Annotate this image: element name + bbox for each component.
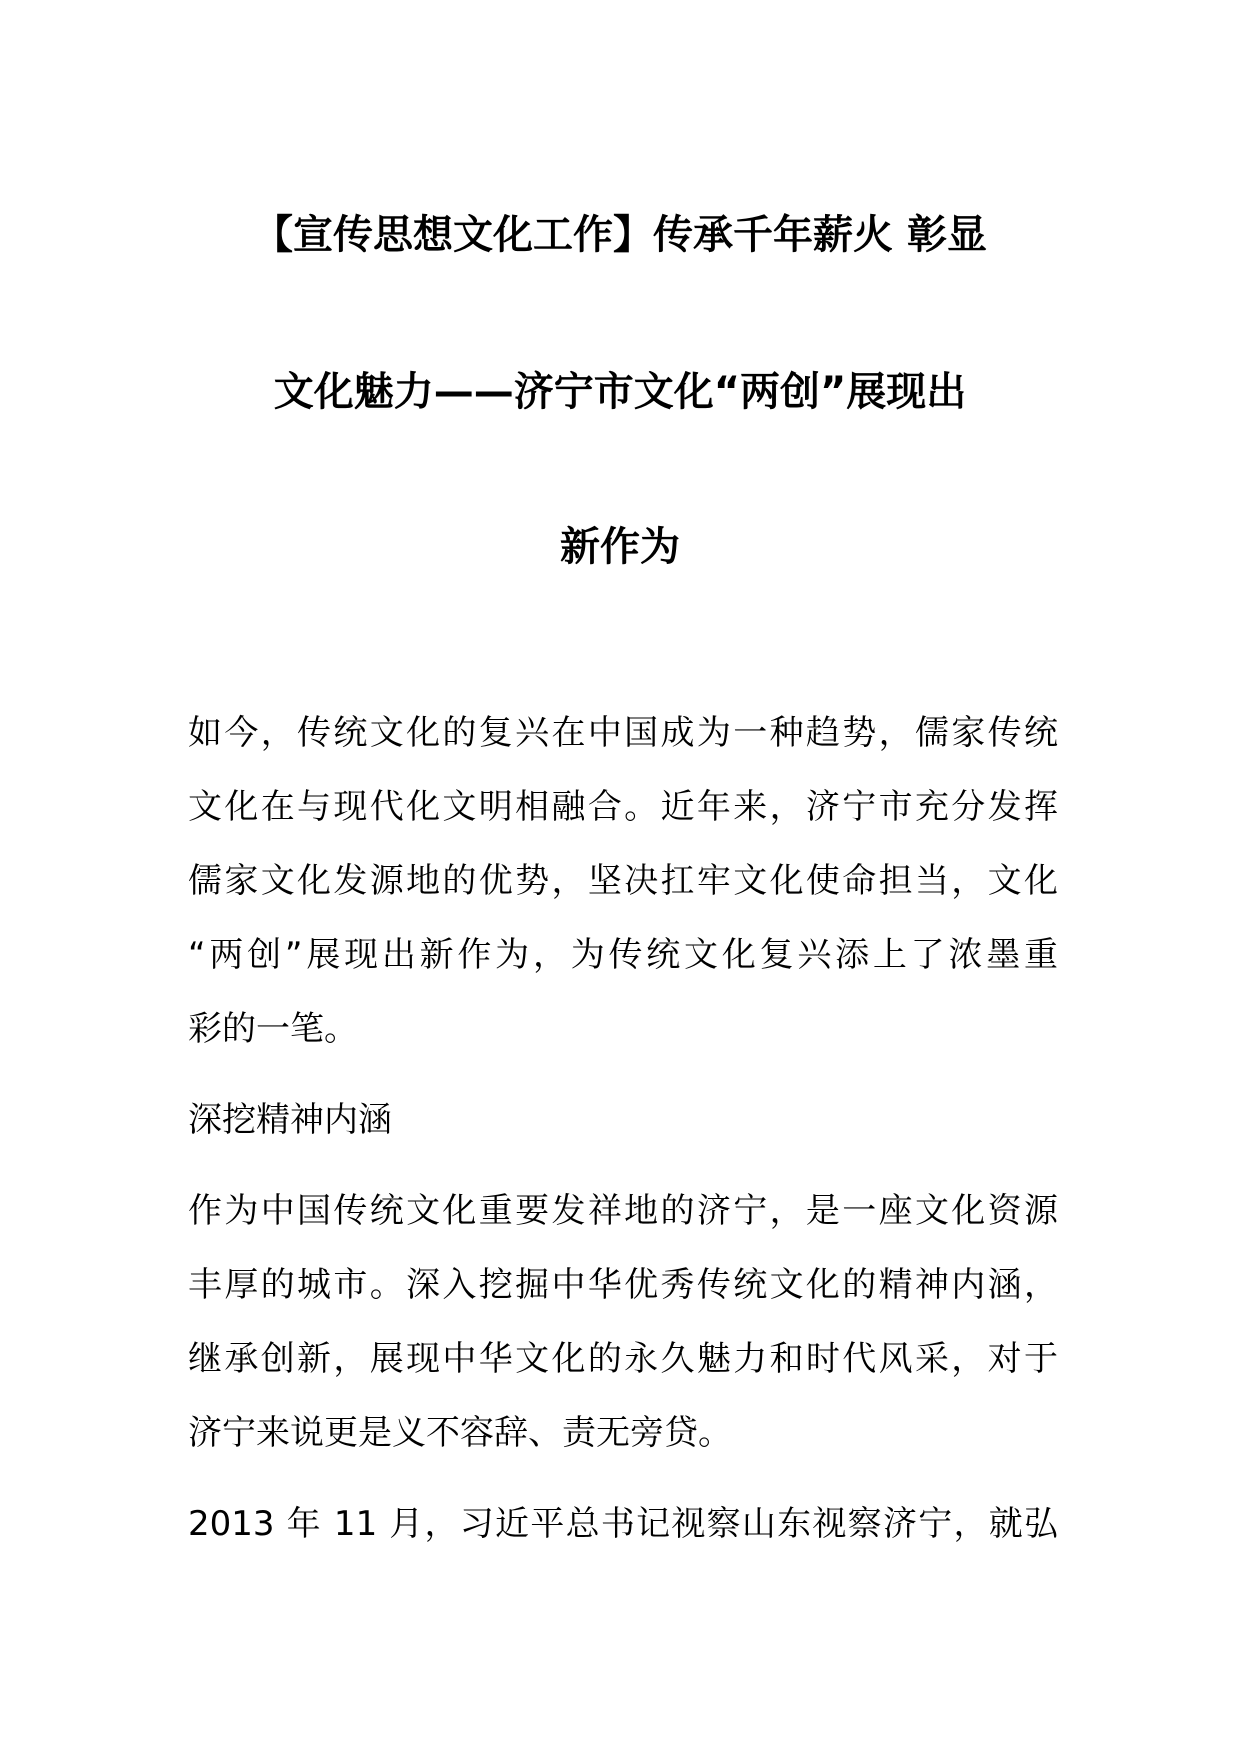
paragraph-1-line-3: 儒家文化发源地的优势，坚决扛牢文化使命担当，文化	[188, 861, 1058, 901]
paragraph-2-line-3: 继承创新，展现中华文化的永久魅力和时代风采，对于	[188, 1339, 1058, 1379]
paragraph-1-line-2: 文化在与现代化文明相融合。近年来，济宁市充分发挥	[188, 787, 1058, 827]
paragraph-1-line-5: 彩的一笔。	[188, 1009, 358, 1049]
document-title-line-1: 【宣传思想文化工作】传承千年薪火 彰显	[253, 212, 987, 258]
paragraph-2-line-4: 济宁来说更是义不容辞、责无旁贷。	[188, 1413, 732, 1453]
paragraph-1-line-4: “两创”展现出新作为，为传统文化复兴添上了浓墨重	[188, 935, 1058, 975]
paragraph-2-line-2: 丰厚的城市。深入挖掘中华优秀传统文化的精神内涵，	[188, 1265, 1058, 1305]
paragraph-3-line-1: 2013 年 11 月，习近平总书记视察山东视察济宁，就弘	[188, 1504, 1058, 1544]
document-title-line-2: 文化魅力——济宁市文化“两创”展现出	[273, 369, 967, 415]
document-title-line-3: 新作为	[560, 524, 680, 570]
section-heading: 深挖精神内涵	[188, 1100, 392, 1140]
paragraph-1-line-1: 如今，传统文化的复兴在中国成为一种趋势，儒家传统	[188, 713, 1058, 753]
paragraph-2-line-1: 作为中国传统文化重要发祥地的济宁，是一座文化资源	[188, 1191, 1058, 1231]
